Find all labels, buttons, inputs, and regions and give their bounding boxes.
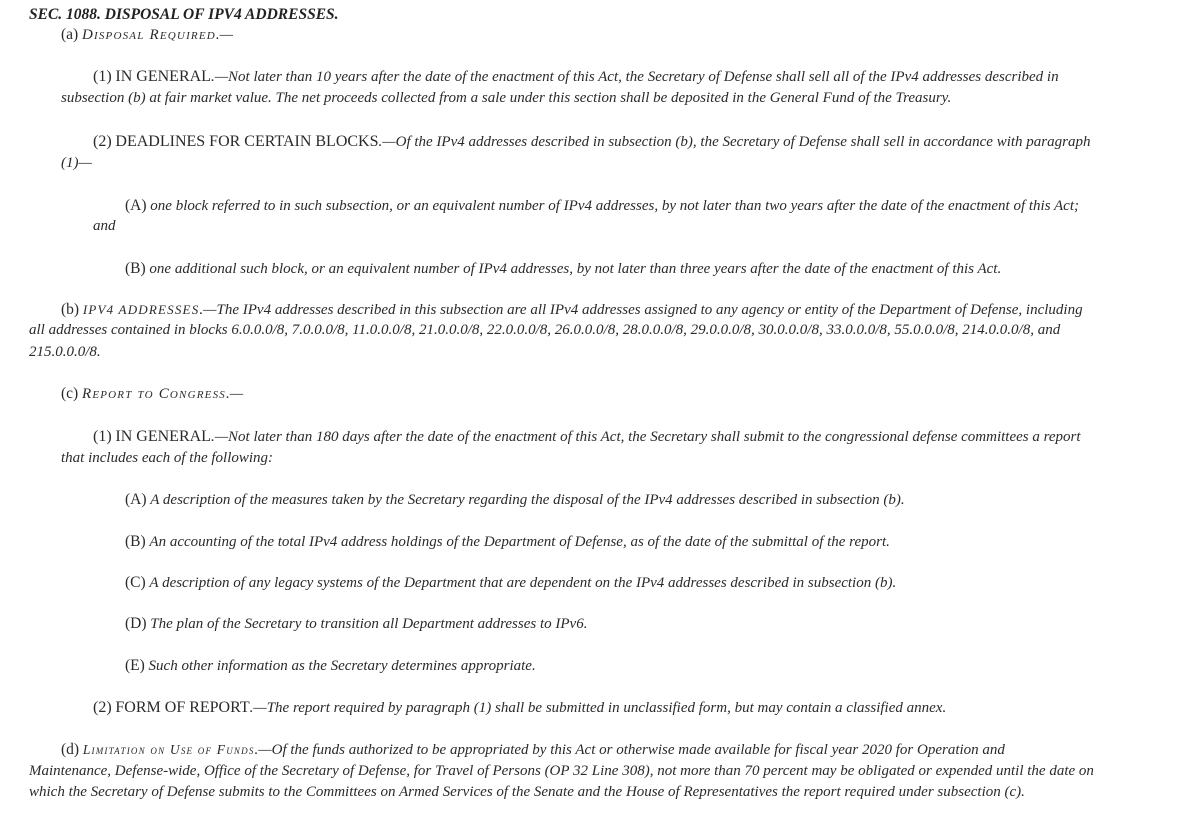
paragraph-a1-dash: .— <box>210 69 229 85</box>
paragraph-c1-line1 <box>93 426 1179 449</box>
subsection-d-line3: which the Secretary of Defense submits to the Committees on Armed Services of the Senate and the House of Representatives the report required under subsection (c). <box>29 784 1025 800</box>
paragraph-a1-text1: Not later than 10 years after the date of the enactment of this Act, the Secretary of Defense shall sell all of the IPv4 addresses described in <box>228 69 1059 85</box>
paragraph-a1-line2: subsection (b) at fair market value. The net proceeds collected from a sale under this section shall be deposited in the General Fund of the Treasury. <box>61 90 952 106</box>
list-item-text: An accounting of the total IPv4 address holdings of the Department of Defense, as of the date of the submittal of the report. <box>149 534 890 550</box>
list-item <box>125 489 1179 512</box>
subsection-a-label: (a) <box>61 26 79 43</box>
list-item-text: The plan of the Secretary to transition all Department addresses to IPv6. <box>150 616 588 632</box>
subsection-b-title: IPV4 ADDRESSES <box>82 302 200 317</box>
list-item-label: (A) <box>125 491 147 508</box>
clause-a2A-line2: and <box>93 218 116 234</box>
paragraph-a2-dash: .— <box>378 134 396 150</box>
list-item-text: Such other information as the Secretary determines appropriate. <box>148 658 536 674</box>
subsection-a-dash: .— <box>215 27 234 43</box>
subsection-d-line2: Maintenance, Defense-wide, Office of the Secretary of Defense, for Travel of Persons (OP 32 Line 308), not more than 70 percent may be obligated or expended until the date on <box>29 763 1094 779</box>
clause-a2B-label: (B) <box>125 260 146 277</box>
list-item <box>125 531 1179 554</box>
list-item-label: (D) <box>125 615 147 632</box>
clause-a2B <box>125 258 1179 281</box>
subsection-b-text1: The IPv4 addresses described in this subsection are all IPv4 addresses assigned to any agency or entity of the Department of Defense, including <box>216 302 1083 318</box>
subsection-d-title: Limitation on Use of Funds <box>82 742 255 757</box>
section-heading: SEC. 1088. DISPOSAL OF IPV4 ADDRESSES. <box>29 6 339 23</box>
paragraph-a1-line1 <box>93 66 1179 89</box>
paragraph-a2-line2: (1)— <box>61 155 92 171</box>
subsection-c-dash: .— <box>225 386 244 402</box>
subsection-a-title: Disposal Required <box>81 27 216 43</box>
subsection-c-label: (c) <box>61 385 79 402</box>
paragraph-c2 <box>93 697 1179 720</box>
clause-a2A-line1 <box>125 195 1179 218</box>
subsection-b-line1 <box>61 299 1179 322</box>
paragraph-a2-text1: Of the IPv4 addresses described in subsection (b), the Secretary of Defense shall sell in accordance with paragraph <box>395 134 1091 150</box>
paragraph-c1-heading: IN GENERAL <box>115 428 211 445</box>
paragraph-c2-heading: FORM OF REPORT <box>115 699 250 716</box>
list-item-label: (E) <box>125 657 145 674</box>
subsection-b-line3: 215.0.0.0/8. <box>29 344 101 360</box>
clause-a2B-text: one additional such block, or an equivalent number of IPv4 addresses, by not later than three years after the date of the enactment of this Act. <box>149 261 1002 277</box>
clause-a2A-text1: one block referred to in such subsection, or an equivalent number of IPv4 addresses, by not later than two years after the date of the enactment of this Act; <box>150 198 1079 214</box>
paragraph-c1-line2: that includes each of the following: <box>61 450 274 466</box>
list-item <box>125 613 1179 636</box>
paragraph-c1-text1: Not later than 180 days after the date of the enactment of this Act, the Secretary shall submit to the congressional defense committees a report <box>228 429 1081 445</box>
subsection-b-dash: .— <box>199 302 217 318</box>
paragraph-c1-label: (1) <box>93 428 112 445</box>
subsection-d-label: (d) <box>61 741 80 758</box>
subsection-b-line2: all addresses contained in blocks 6.0.0.0/8, 7.0.0.0/8, 11.0.0.0/8, 21.0.0.0/8, 22.0.0.0/8, 26.0.0.0/8, 28.0.0.0/8, 29.0.0.0/8, 30.0.0.0/8, 33.0.0.0/8, 55.0.0.0/8, 214.0.0.0/8, and <box>29 322 1061 338</box>
paragraph-c1-dash: .— <box>210 429 229 445</box>
list-item-label: (C) <box>125 574 146 591</box>
paragraph-a2-label: (2) <box>93 133 112 150</box>
paragraph-a2-line1 <box>93 131 1179 154</box>
paragraph-a2-heading: DEADLINES FOR CERTAIN BLOCKS <box>115 133 379 150</box>
paragraph-a1-heading: IN GENERAL <box>115 68 211 85</box>
subsection-b-label: (b) <box>61 301 80 318</box>
subsection-d-line1 <box>61 739 1179 762</box>
clause-a2A-label: (A) <box>125 197 147 214</box>
paragraph-c2-label: (2) <box>93 699 112 716</box>
list-item-label: (B) <box>125 533 146 550</box>
paragraph-c2-dash: .— <box>249 700 267 716</box>
list-item-text: A description of the measures taken by the Secretary regarding the disposal of the IPv4 addresses described in subsection (b). <box>150 492 905 508</box>
subsection-d-dash: .— <box>254 742 272 758</box>
subsection-d-text1: Of the funds authorized to be appropriated by this Act or otherwise made available for fiscal year 2020 for Operation and <box>271 742 1005 758</box>
subsection-c-title: Report to Congress <box>81 386 226 402</box>
list-item-text: A description of any legacy systems of the Department that are dependent on the IPv4 addresses described in subsection (b). <box>149 575 897 591</box>
subsection-c-heading <box>61 383 1179 406</box>
paragraph-a1-label: (1) <box>93 68 112 85</box>
paragraph-c2-text: The report required by paragraph (1) shall be submitted in unclassified form, but may contain a classified annex. <box>266 700 947 716</box>
subsection-a-heading <box>61 24 1179 47</box>
list-item <box>125 572 1179 595</box>
list-item <box>125 655 1179 678</box>
